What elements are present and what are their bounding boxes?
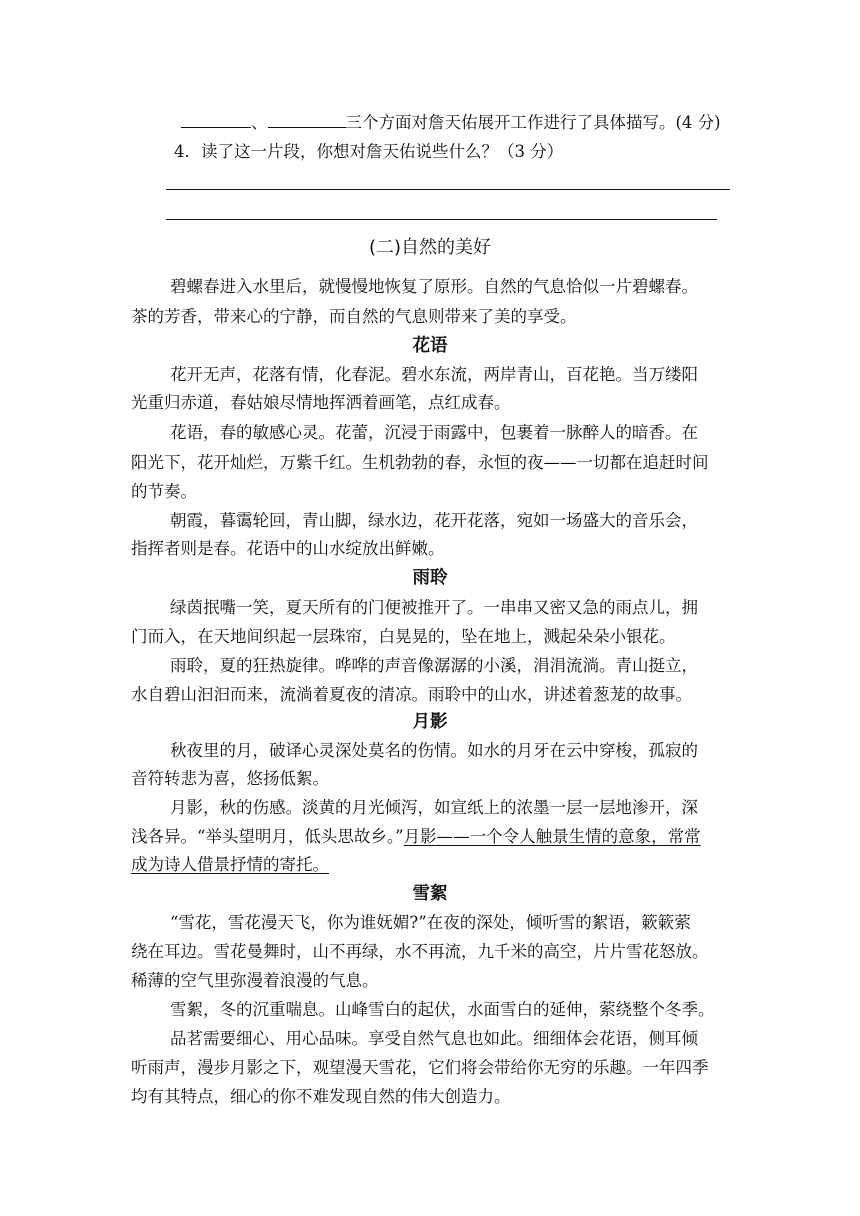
paragraph-line: 朝霞，暮霭轮回，青山脚，绿水边，花开花落，宛如一场盛大的音乐会， <box>170 511 698 530</box>
separator: 、 <box>251 113 268 132</box>
intro-line: 茶的芳香，带来心的宁静，而自然的气息则带来了美的享受。 <box>131 307 577 326</box>
paragraph-line: 雨聆，夏的狂热旋律。哗哗的声音像潺潺的小溪，涓涓流淌。青山挺立， <box>170 656 698 675</box>
subsection-title-huayu: 花语 <box>412 336 448 356</box>
paragraph-line: 花开无声，花落有情，化春泥。碧水东流，两岸青山，百花艳。当万缕阳 <box>170 365 698 384</box>
paragraph-line: 水自碧山汩汩而来，流淌着夏夜的清凉。雨聆中的山水，讲述着葱茏的故事。 <box>131 685 692 704</box>
question-3-text: 三个方面对詹天佑展开工作进行了具体描写。(4 分) <box>345 113 721 132</box>
paragraph-line: “雪花，雪花漫天飞，你为谁妩媚?”在夜的深处，倾听雪的絮语，簌簌萦 <box>170 913 691 932</box>
question-4: 4．读了这一片段，你想对詹天佑说些什么？（3 分） <box>174 142 564 161</box>
paragraph-line: 月影，秋的伤感。淡黄的月光倾泻，如宣纸上的浓墨一层一层地渗开，深 <box>170 798 698 817</box>
paragraph-line: 绕在耳边。雪花曼舞时，山不再绿，水不再流，九千米的高空，片片雪花怒放。 <box>131 942 709 961</box>
section-title: (二)自然的美好 <box>368 237 492 258</box>
paragraph-line: 雪絮，冬的沉重喘息。山峰雪白的起伏，水面雪白的延伸，萦绕整个冬季。 <box>170 1000 715 1019</box>
paragraph-line: 的节奏。 <box>131 482 197 501</box>
paragraph-line: 稀薄的空气里弥漫着浪漫的气息。 <box>131 971 379 990</box>
paragraph-line: 阳光下，花开灿烂，万紫千红。生机勃勃的春，永恒的夜——一切都在追赶时间 <box>131 453 709 472</box>
paragraph-line: 指挥者则是春。花语中的山水绽放出鲜嫩。 <box>131 539 445 558</box>
paragraph-line <box>131 826 701 848</box>
paragraph-line: 门而入，在天地间织起一层珠帘，白晃晃的，坠在地上，溅起朵朵小银花。 <box>131 627 676 646</box>
paragraph-line: 花语，春的敏感心灵。花蕾，沉浸于雨露中，包裹着一脉醉人的暗香。在 <box>170 423 698 442</box>
answer-line[interactable] <box>166 219 717 220</box>
answer-blank[interactable] <box>181 111 251 128</box>
subsection-title-yuling: 雨聆 <box>412 568 448 588</box>
subsection-title-xuexu: 雪絮 <box>412 884 448 904</box>
paragraph-line: 秋夜里的月，破译心灵深处莫名的伤情。如水的月牙在云中穿梭，孤寂的 <box>170 741 698 760</box>
intro-line: 碧螺春进入水里后，就慢慢地恢复了原形。自然的气息恰似一片碧螺春。 <box>170 277 698 296</box>
paragraph-line: 均有其特点，细心的你不难发现自然的伟大创造力。 <box>131 1087 511 1106</box>
paragraph-line: 绿茵抿嘴一笑，夏天所有的门便被推开了。一串串又密又急的雨点儿，拥 <box>170 598 698 617</box>
paragraph-line: 光重归赤道，春姑娘尽情地挥洒着画笔，点红成春。 <box>131 393 511 412</box>
underlined-sentence: 成为诗人借景抒情的寄托。 <box>131 855 329 874</box>
question-3-line <box>181 111 721 134</box>
quote-text: 浅各异。“举头望明月，低头思故乡。” <box>131 827 404 846</box>
answer-blank[interactable] <box>268 111 346 128</box>
paragraph-line: 音符转悲为喜，悠扬低絮。 <box>131 769 329 788</box>
underlined-sentence: 月影——一个令人触景生情的意象，常常 <box>403 827 701 846</box>
paragraph-line: 听雨声，漫步月影之下，观望漫天雪花，它们将会带给你无穷的乐趣。一年四季 <box>131 1058 709 1077</box>
subsection-title-yueying: 月影 <box>412 712 448 732</box>
answer-line[interactable] <box>166 189 730 190</box>
paragraph-line: 品茗需要细心、用心品味。享受自然气息也如此。细细体会花语，侧耳倾 <box>170 1029 698 1048</box>
